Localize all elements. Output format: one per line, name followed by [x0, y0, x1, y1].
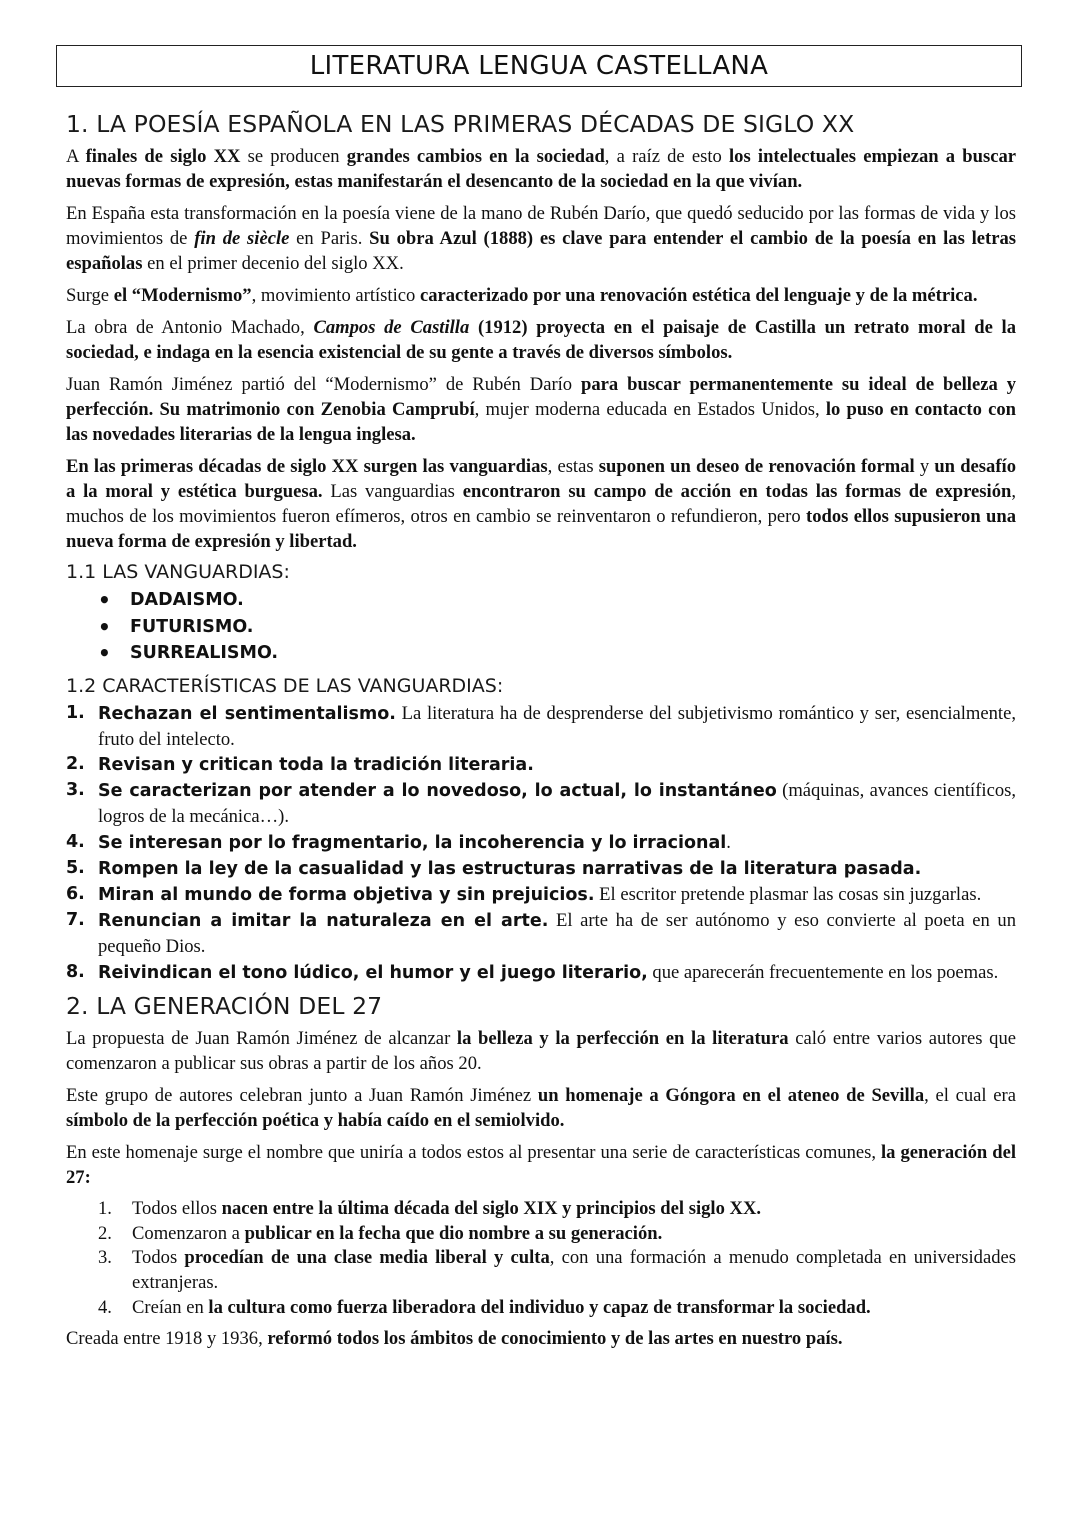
list-item: 2. Comenzaron a publicar en la fecha que dio nombre a su generación.	[98, 1222, 663, 1244]
s1-paragraph-3: Surge el “Modernismo”, movimiento artístico caracterizado por una renovación estética del lenguaje y de la métrica.	[66, 285, 978, 306]
s2-paragraph-4: Creada entre 1918 y 1936, reformó todos los ámbitos de conocimiento y de las artes en nuestro país.	[66, 1327, 843, 1349]
generacion-list	[66, 1197, 1016, 1321]
list-item: 5. Rompen la ley de la casualidad y las estructuras narrativas de la literatura pasada.	[66, 857, 922, 879]
s1-paragraph-5: Juan Ramón Jiménez partió del “Modernismo” de Rubén Darío para buscar permanentemente su ideal de belleza y perfección. Su matrimonio con Zenobia Camprubí, mujer moderna educada en Estados Unidos, lo puso en contacto con las novedades literarias de la lengua inglesa.	[66, 374, 1016, 445]
section-2-heading: 2. LA GENERACIÓN DEL 27	[66, 991, 383, 1020]
list-item: 6. Miran al mundo de forma objetiva y sin prejuicios. El escritor pretende plasmar las cosas sin juzgarlas.	[66, 883, 982, 905]
list-item: 4. Creían en la cultura como fuerza liberadora del individuo y capaz de transformar la sociedad.	[98, 1296, 871, 1318]
list-item: 4. Se interesan por lo fragmentario, la incoherencia y lo irracional.	[66, 831, 731, 853]
section-1-heading: 1. LA POESÍA ESPAÑOLA EN LAS PRIMERAS DÉCADAS DE SIGLO XX	[66, 110, 855, 138]
s1-paragraph-2: En España esta transformación en la poesía viene de la mano de Rubén Darío, que quedó seducido por las formas de vida y los movimientos de fin de siècle en Paris. Su obra Azul (1888) es clave para entender el cambio de la poesía en las letras españolas en el primer decenio del siglo XX.	[66, 203, 1016, 274]
list-item: • SURREALISMO.	[98, 640, 1016, 667]
list-item: • DADAISMO.	[98, 587, 1016, 614]
s1-paragraph-1: A finales de siglo XX se producen grandes cambios en la sociedad, a raíz de esto los intelectuales empiezan a buscar nuevas formas de expresión, estas manifestarán el desencanto de la sociedad en la que vivían.	[66, 146, 1016, 192]
list-item: 3. Todos procedían de una clase media liberal y culta, con una formación a menudo completada en universidades extranjeras.	[98, 1247, 1016, 1294]
list-item: • FUTURISMO.	[98, 614, 1016, 641]
section-1-1-heading: 1.1 LAS VANGUARDIAS:	[66, 561, 290, 583]
s1-paragraph-4: La obra de Antonio Machado, Campos de Castilla (1912) proyecta en el paisaje de Castilla un retrato moral de la sociedad, e indaga en la esencia existencial de su gente a través de diversos símbolos.	[66, 317, 1016, 363]
s2-paragraph-2: Este grupo de autores celebran junto a Juan Ramón Jiménez un homenaje a Góngora en el ateneo de Sevilla, el cual era símbolo de la perfección poética y había caído en el semiolvido.	[66, 1084, 1016, 1131]
s2-paragraph-1: La propuesta de Juan Ramón Jiménez de alcanzar la belleza y la perfección en la literatura caló entre varios autores que comenzaron a publicar sus obras a partir de los años 20.	[66, 1027, 1016, 1074]
vanguardias-list	[66, 587, 1016, 667]
list-item: 8. Reivindican el tono lúdico, el humor y el juego literario, que aparecerán frecuentemente en los poemas.	[66, 961, 999, 983]
list-item: 3. Se caracterizan por atender a lo novedoso, lo actual, lo instantáneo (máquinas, avances científicos, logros de la mecánica…).	[66, 780, 1016, 828]
list-item: 1. Rechazan el sentimentalismo. La literatura ha de desprenderse del subjetivismo romántico y ser, esencialmente, fruto del intelecto.	[66, 702, 1016, 750]
list-item: 7. Renuncian a imitar la naturaleza en el arte. El arte ha de ser autónomo y eso convierte al poeta en un pequeño Dios.	[66, 910, 1016, 958]
caracteristicas-list	[66, 701, 1016, 986]
s2-paragraph-3: En este homenaje surge el nombre que uniría a todos estos al presentar una serie de características comunes, la generación del 27:	[66, 1141, 1016, 1188]
list-item: 2. Revisan y critican toda la tradición literaria.	[66, 753, 534, 775]
s1-paragraph-6: En las primeras décadas de siglo XX surgen las vanguardias, estas suponen un deseo de renovación formal y un desafío a la moral y estética burguesa. Las vanguardias encontraron su campo de acción en todas las formas de expresión, muchos de los movimientos fueron efímeros, otros en cambio se reinventaron o refundieron, pero todos ellos supusieron una nueva forma de expresión y libertad.	[66, 456, 1017, 552]
list-item: 1. Todos ellos nacen entre la última década del siglo XIX y principios del siglo XX.	[98, 1197, 762, 1219]
document-body	[66, 110, 1016, 1358]
section-1-2-heading: 1.2 CARACTERÍSTICAS DE LAS VANGUARDIAS:	[66, 674, 504, 697]
document-title: LITERATURA LENGUA CASTELLANA	[56, 45, 1022, 87]
